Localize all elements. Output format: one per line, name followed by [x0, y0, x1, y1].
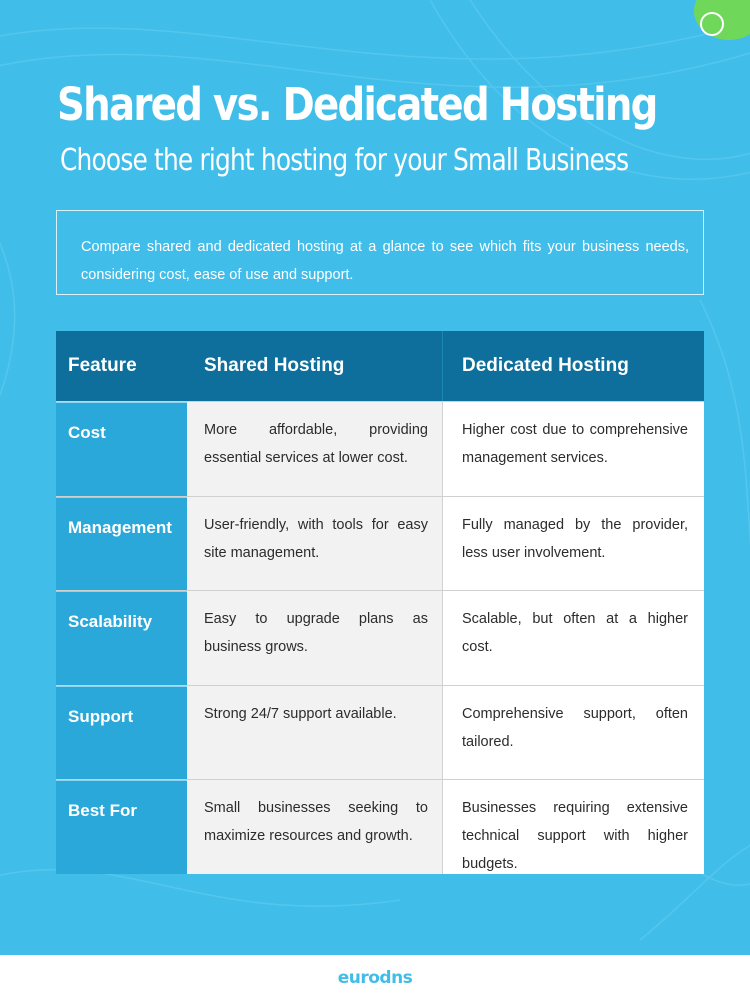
shared-cell: User-friendly, with tools for easy site management.	[187, 497, 443, 591]
shared-cell: Small businesses seeking to maximize resources and growth.	[187, 780, 443, 874]
page-title: Shared vs. Dedicated Hosting	[57, 78, 657, 131]
shared-cell: Strong 24/7 support available.	[187, 686, 443, 780]
dedicated-cell: Fully managed by the provider, less user involvement.	[443, 497, 704, 591]
table-row	[56, 401, 704, 496]
circle-ring-icon	[700, 12, 724, 36]
dedicated-cell: Scalable, but often at a higher cost.	[443, 591, 704, 685]
shared-cell: More affordable, providing essential services at lower cost.	[187, 402, 443, 496]
table-row	[56, 685, 704, 780]
intro-box	[56, 210, 704, 295]
table-row	[56, 590, 704, 685]
feature-cell: Support	[56, 686, 187, 780]
dedicated-cell: Higher cost due to comprehensive management services.	[443, 402, 704, 496]
comparison-table	[56, 331, 704, 874]
header-feature: Feature	[68, 355, 137, 376]
eurodns-logo: eurodns	[337, 967, 413, 988]
footer-bar	[0, 955, 750, 1000]
header-dedicated-hosting: Dedicated Hosting	[462, 355, 629, 376]
feature-cell: Best For	[56, 780, 187, 874]
table-row	[56, 496, 704, 591]
intro-text: Compare shared and dedicated hosting at a glance to see which fits your business needs, considering cost, ease of use and support.	[81, 239, 689, 283]
dedicated-cell: Comprehensive support, often tailored.	[443, 686, 704, 780]
dedicated-cell: Businesses requiring extensive technical support with higher budgets.	[443, 780, 704, 874]
feature-cell: Scalability	[56, 591, 187, 685]
header-shared-hosting: Shared Hosting	[187, 331, 443, 401]
shared-cell: Easy to upgrade plans as business grows.	[187, 591, 443, 685]
table-row	[56, 779, 704, 874]
feature-cell: Management	[56, 497, 187, 591]
feature-cell: Cost	[56, 402, 187, 496]
table-header-row	[56, 331, 704, 401]
page-subtitle: Choose the right hosting for your Small Business	[60, 143, 629, 178]
